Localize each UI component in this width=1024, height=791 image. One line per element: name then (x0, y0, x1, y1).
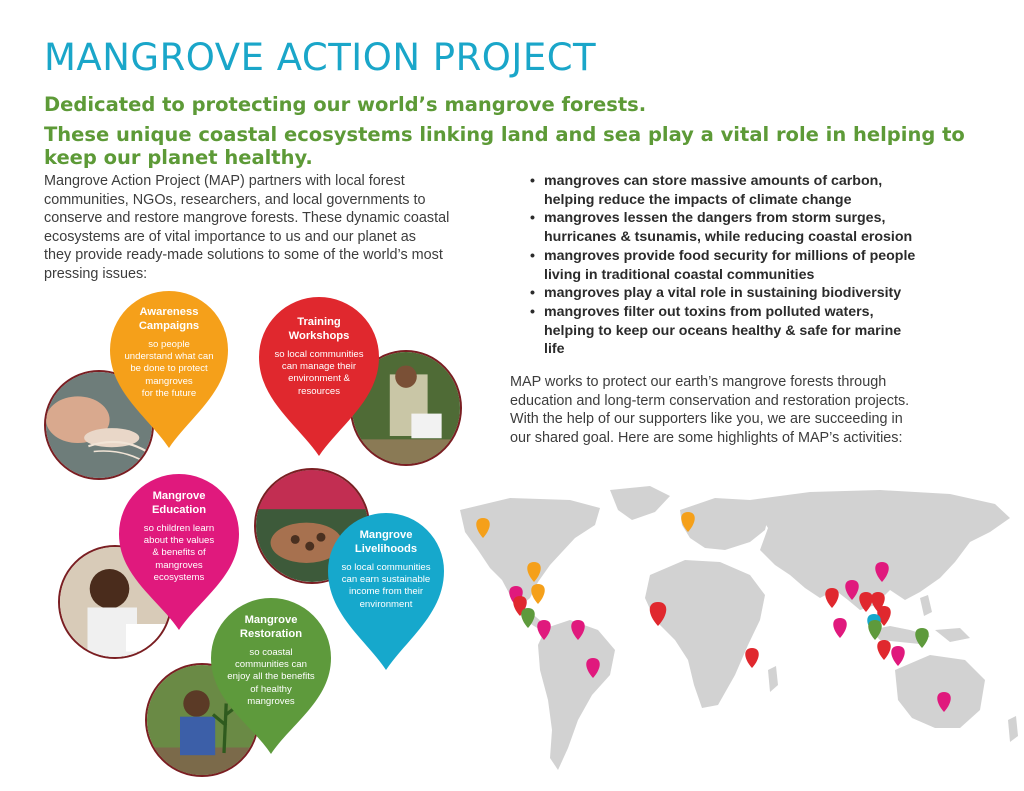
pin-description: so local communities can earn sustainable income from their environment (341, 562, 431, 610)
madagascar (768, 666, 778, 692)
benefit-text: mangroves lessen the dangers from storm surges, (544, 210, 886, 227)
map-work-paragraph (510, 373, 980, 447)
map-marker (915, 628, 929, 648)
intro-line: pressing issues: (44, 265, 148, 282)
intro-line: ecosystems are of vital importance to us and our planet as (44, 228, 416, 245)
subtitle-line-1: Dedicated to protecting our world’s mangrove forests. (44, 93, 647, 116)
benefit-item (530, 172, 970, 209)
benefit-text: mangroves can store massive amounts of carbon, (544, 173, 883, 189)
pin-description: so coastal communities can enjoy all the benefits of healthy mangroves (227, 647, 315, 707)
intro-line: communities, NGOs, researchers, and local governments to (44, 191, 426, 208)
map-marker (745, 648, 759, 668)
benefit-text: mangroves play a vital role in sustaining biodiversity (544, 285, 902, 302)
benefit-text: life (544, 341, 565, 358)
benefits-list (530, 172, 970, 359)
pin-title: Mangrove Livelihoods (354, 529, 418, 555)
benefit-text: mangroves provide food security for millions of people (544, 247, 916, 264)
new-guinea (935, 628, 970, 642)
new-zealand (1008, 716, 1018, 742)
awareness-campaigns-pin (109, 290, 229, 450)
map-marker (877, 640, 891, 660)
pin-title: Awareness Campaigns (138, 306, 200, 332)
map-work-line: our shared goal. Here are some highlights of MAP’s activities: (510, 429, 903, 446)
map-marker (825, 588, 839, 608)
benefit-text: helping to keep our oceans healthy & safe for marine (544, 322, 902, 339)
benefit-text: living in traditional coastal communities (544, 266, 815, 283)
world-map (450, 480, 1024, 780)
intro-line: Mangrove Action Project (MAP) partners with local forest (44, 173, 405, 189)
training-workshops-pin (258, 296, 380, 458)
map-marker (833, 618, 847, 638)
map-work-line: MAP works to protect our earth’s mangrove forests through (510, 374, 887, 390)
asia (750, 490, 1010, 610)
australia (895, 655, 985, 728)
benefit-item (530, 209, 970, 246)
pin-title: Training Workshops (288, 316, 350, 342)
map-work-line: With the help of our supporters like you, we are succeeding in (510, 411, 903, 428)
map-work-line: education and long-term conservation and restoration projects. (510, 392, 910, 409)
africa (645, 560, 765, 708)
benefit-text: mangroves filter out toxins from polluted waters, (544, 303, 874, 320)
benefit-item (530, 247, 970, 284)
benefit-item (530, 303, 970, 359)
pin-description: so people understand what can be done to protect mangroves for the future (124, 339, 214, 399)
philippines (920, 595, 932, 616)
intro-line: conserve and restore mangrove forests. These dynamic coastal (44, 210, 450, 227)
greenland (610, 486, 670, 520)
benefit-text: hurricanes & tsunamis, while reducing coastal erosion (544, 229, 913, 246)
intro-line: they provide ready-made solutions to some of the world’s most (44, 247, 443, 264)
north-america (460, 498, 600, 608)
south-america (538, 620, 615, 770)
map-marker (891, 646, 905, 666)
subtitle-line-2: These unique coastal ecosystems linking land and sea play a vital role in helping to keep our planet healthy. (44, 123, 965, 169)
page-title: MANGROVE ACTION PROJECT (44, 36, 597, 79)
intro-paragraph (44, 172, 494, 284)
mangrove-restoration-pin (210, 598, 332, 756)
pin-title: Mangrove Restoration (239, 614, 303, 640)
pin-title: Mangrove Education (151, 490, 207, 516)
map-marker (531, 584, 545, 604)
mangrove-livelihoods-pin (327, 512, 445, 672)
pin-description: so local communities can manage their environment & resources (274, 349, 364, 397)
benefit-text: helping reduce the impacts of climate change (544, 191, 852, 208)
pin-description: so children learn about the values & benefits of mangroves ecosystems (143, 523, 215, 583)
benefit-item (530, 284, 970, 303)
